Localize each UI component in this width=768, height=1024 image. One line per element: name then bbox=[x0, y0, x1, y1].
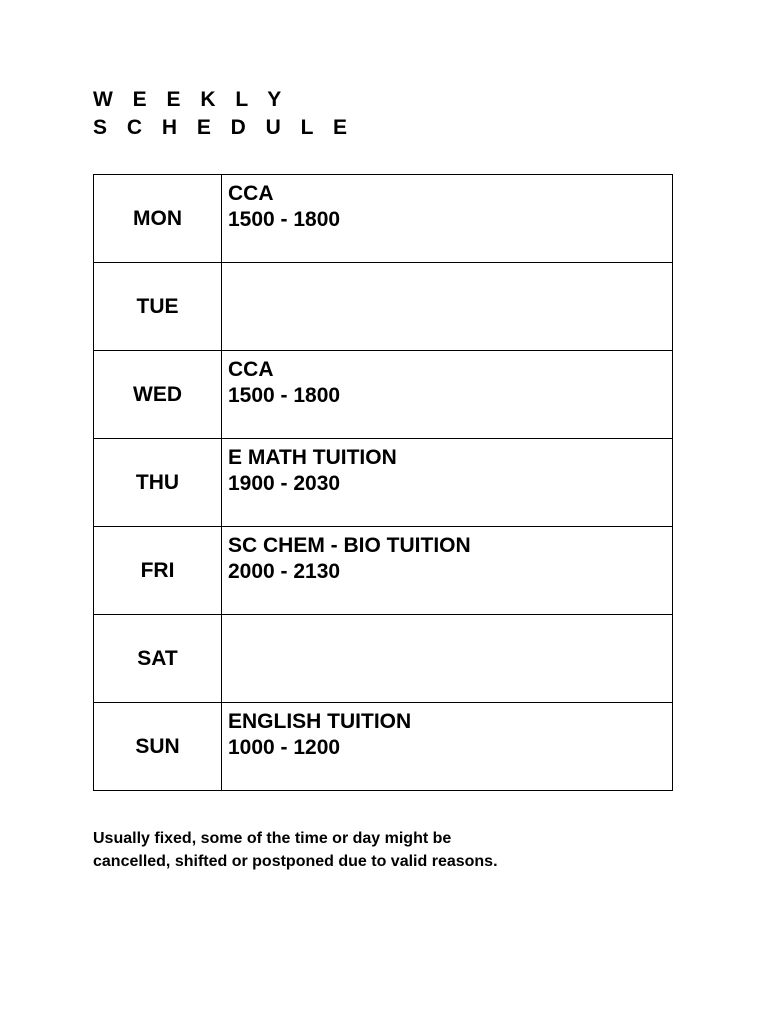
detail-cell-mon bbox=[222, 175, 673, 263]
day-cell-sat: SAT bbox=[94, 615, 222, 703]
table-row bbox=[94, 263, 673, 351]
schedule-table bbox=[93, 174, 673, 791]
time-label: 1500 - 1800 bbox=[228, 208, 341, 231]
activity-label bbox=[228, 269, 672, 295]
time-label: 1500 - 1800 bbox=[228, 384, 341, 407]
time-label: 2000 - 2130 bbox=[228, 560, 341, 583]
day-cell-thu: THU bbox=[94, 439, 222, 527]
day-cell-fri: FRI bbox=[94, 527, 222, 615]
detail-cell-tue bbox=[222, 263, 673, 351]
table-row bbox=[94, 439, 673, 527]
page-title bbox=[93, 86, 354, 142]
page-title-line-1: W E E K L Y bbox=[93, 88, 289, 111]
table-row bbox=[94, 615, 673, 703]
time-label: 1000 - 1200 bbox=[228, 736, 341, 759]
table-row bbox=[94, 175, 673, 263]
detail-cell-sun bbox=[222, 703, 673, 791]
activity-label: E MATH TUITION bbox=[228, 446, 397, 469]
detail-cell-wed bbox=[222, 351, 673, 439]
detail-cell-thu bbox=[222, 439, 673, 527]
activity-label: CCA bbox=[228, 182, 274, 205]
table-row bbox=[94, 351, 673, 439]
table-row bbox=[94, 703, 673, 791]
page-title-line-2: S C H E D U L E bbox=[93, 116, 354, 139]
footnote bbox=[93, 827, 693, 873]
activity-label: SC CHEM - BIO TUITION bbox=[228, 534, 471, 557]
day-cell-sun: SUN bbox=[94, 703, 222, 791]
detail-cell-sat bbox=[222, 615, 673, 703]
day-cell-wed: WED bbox=[94, 351, 222, 439]
footnote-line-2: cancelled, shifted or postponed due to valid reasons. bbox=[93, 853, 498, 870]
table-row bbox=[94, 527, 673, 615]
activity-label: CCA bbox=[228, 358, 274, 381]
day-cell-tue: TUE bbox=[94, 263, 222, 351]
time-label bbox=[228, 295, 672, 321]
detail-cell-fri bbox=[222, 527, 673, 615]
time-label bbox=[228, 647, 672, 673]
footnote-line-1: Usually fixed, some of the time or day might be bbox=[93, 830, 452, 847]
day-cell-mon: MON bbox=[94, 175, 222, 263]
activity-label: ENGLISH TUITION bbox=[228, 710, 412, 733]
time-label: 1900 - 2030 bbox=[228, 472, 341, 495]
activity-label bbox=[228, 621, 672, 647]
